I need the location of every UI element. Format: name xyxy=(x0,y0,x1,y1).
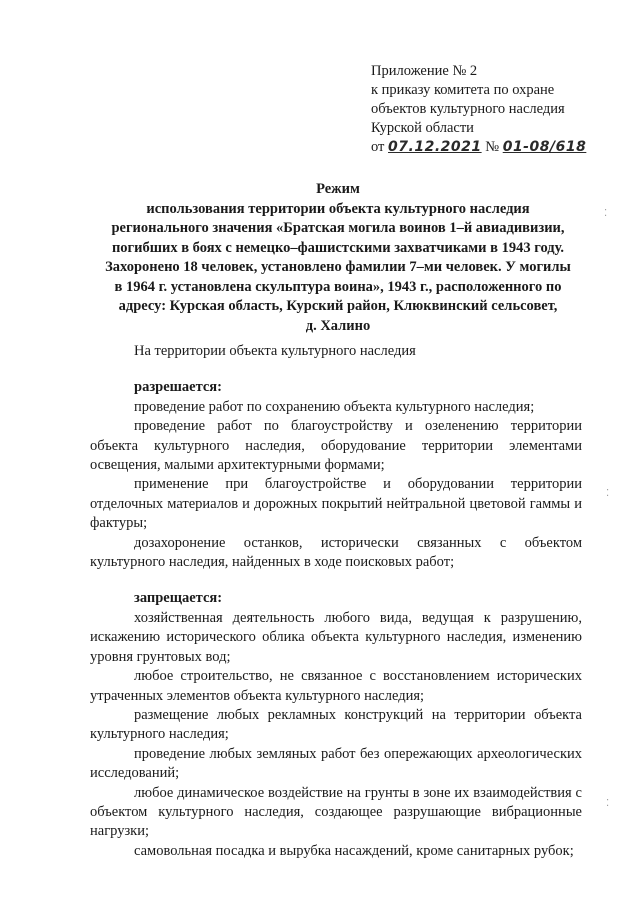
appendix-line-3: объектов культурного наследия xyxy=(371,101,565,117)
forbidden-heading: запрещается: xyxy=(134,590,223,607)
intro-text: На территории объекта культурного наследия xyxy=(134,343,416,359)
title-line: д. Халино xyxy=(305,317,371,334)
forbidden-item: любое динамическое воздействие на грунты в зоне их взаимодействия с объектом культурного наследия, создающее разрушающие вибрационные нагрузки; xyxy=(90,784,582,840)
order-date: 07.12.2021 xyxy=(388,139,482,155)
appendix-date-line xyxy=(371,138,586,157)
appendix-line-1: Приложение № 2 xyxy=(371,63,478,79)
forbidden-item: любое строительство, не связанное с восстановлением исторических утраченных элементов объекта культурного наследия; xyxy=(90,668,582,704)
title-line: погибших в боях с немецко–фашистскими захватчиками в 1943 году. xyxy=(111,239,565,256)
allowed-item: дозахоронение останков, исторически связанных с объектом культурного наследия, найденных в ходе поисковых работ; xyxy=(90,534,582,571)
scan-speck: ⁚ xyxy=(606,798,610,809)
appendix-line-4: Курской области xyxy=(371,120,474,136)
forbidden-section xyxy=(90,589,582,861)
allowed-heading: разрешается: xyxy=(134,379,222,396)
appendix-block xyxy=(371,62,586,157)
title-line: Захоронено 18 человек, установлено фамилии 7–ми человек. У могилы xyxy=(105,259,571,275)
title-line: регионального значения «Братская могила воинов 1–й авиадивизии, xyxy=(111,220,565,236)
allowed-item: применение при благоустройстве и оборудовании территории отделочных материалов и дорожных покрытий нейтральной цветовой гаммы и фактуры; xyxy=(90,476,582,532)
forbidden-item: проведение любых земляных работ без опережающих археологических исследований; xyxy=(90,745,582,782)
forbidden-item: размещение любых рекламных конструкций на территории объекта культурного наследия; xyxy=(90,706,582,743)
number-prefix: № xyxy=(485,139,500,155)
title-line: адресу: Курская область, Курский район, Клюквинский сельсовет, xyxy=(118,298,558,314)
scan-speck: ⁚ xyxy=(604,208,608,219)
forbidden-item: хозяйственная деятельность любого вида, ведущая к разрушению, искажению исторического облика объекта культурного наследия, изменению уровня грунтовых вод; xyxy=(90,609,582,665)
scan-speck: ⁚ xyxy=(606,488,610,499)
allowed-item: проведение работ по благоустройству и озеленению территории объекта культурного наследия, оборудование территории элементами освещения, малыми архитектурными формами; xyxy=(90,418,582,474)
title-heading: Режим xyxy=(316,181,360,197)
order-number: 01-08/618 xyxy=(502,139,587,155)
forbidden-item: самовольная посадка и вырубка насаждений, кроме санитарных рубок; xyxy=(134,842,574,859)
appendix-line-2: к приказу комитета по охране xyxy=(371,82,555,98)
date-prefix: от xyxy=(371,139,385,155)
title-line: в 1964 г. установлена скульптура воина», 1943 г., расположенного по xyxy=(114,278,562,295)
document-title xyxy=(88,180,588,336)
allowed-section xyxy=(90,378,582,572)
allowed-item: проведение работ по сохранению объекта культурного наследия; xyxy=(134,398,535,415)
document-body xyxy=(90,342,582,878)
title-line: использования территории объекта культурного наследия xyxy=(146,200,530,217)
